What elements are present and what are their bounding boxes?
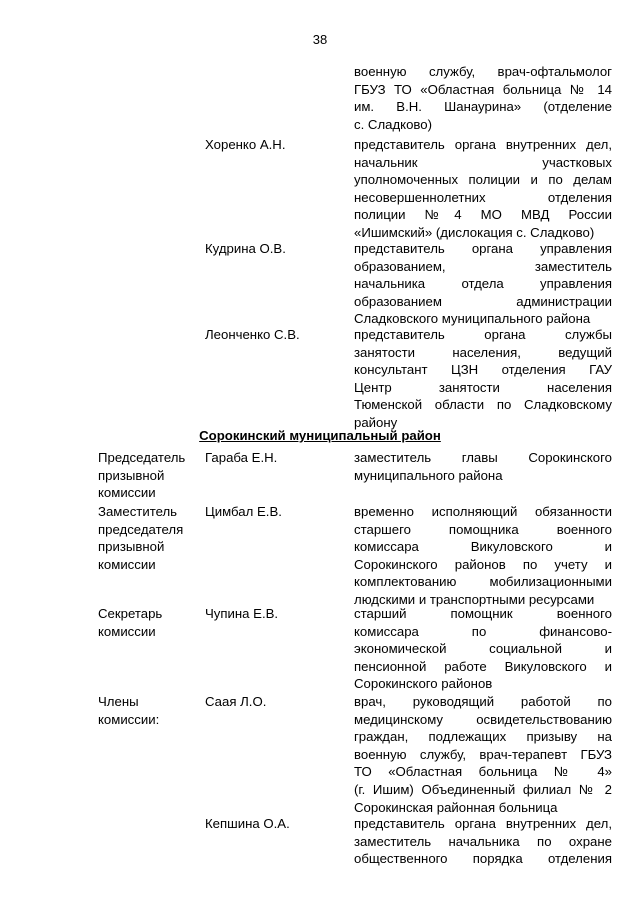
description-line: медицинскому освидетельствованию (354, 711, 612, 727)
description-line: врач, руководящий работой по (354, 694, 612, 709)
role-line: председателя (98, 521, 184, 537)
member-name: Леонченко С.В. (205, 327, 300, 342)
member-description (354, 503, 612, 609)
continuation-description (354, 63, 612, 133)
member-name: Хоренко А.Н. (205, 137, 286, 152)
description-line: граждан, подлежащих призыву на (354, 729, 612, 745)
member-name: Гараба Е.Н. (205, 450, 278, 465)
member-role (98, 449, 198, 502)
description-line: представитель органа внутренних дел, (354, 816, 612, 831)
description-line: заместитель начальника по охране (354, 833, 612, 849)
description-line: экономической социальной и (354, 641, 612, 657)
member-name: Кудрина О.В. (205, 241, 286, 256)
description-line: комиссара Викуловского и (354, 539, 612, 555)
description-line: военную службу, врач-офтальмолог (354, 64, 612, 79)
member-description (354, 136, 612, 242)
description-line: образованием администрации (354, 293, 612, 309)
description-line: Тюменской области по Сладковскому (354, 397, 612, 413)
member-description (354, 449, 612, 484)
description-line: (г. Ишим) Объединенный филиал № 2 (354, 781, 612, 797)
description-line: временно исполняющий обязанности (354, 504, 612, 519)
description-line: занятости населения, ведущий (354, 344, 612, 360)
description-line: начальник участковых (354, 154, 612, 170)
member-name: Саая Л.О. (205, 694, 267, 709)
description-line: Сорокинского районов по учету и (354, 556, 612, 572)
description-line: ГБУЗ ТО «Областная больница № 14 (354, 81, 612, 97)
description-line: Сладковского муниципального района (354, 311, 591, 327)
description-line: старший помощник военного (354, 606, 612, 621)
member-description (354, 693, 612, 816)
description-line: полиции №4 МО МВД России (354, 207, 612, 223)
description-line: заместитель главы Сорокинского (354, 450, 612, 465)
description-line: «Ишимский» (дислокация с. Сладково) (354, 224, 595, 240)
description-line: району (354, 414, 398, 430)
page-number: 38 (312, 32, 328, 47)
member-description (354, 815, 612, 868)
description-line: комиссара по финансово- (354, 623, 612, 639)
description-line: представитель органа внутренних дел, (354, 137, 612, 152)
description-line: муниципального района (354, 467, 503, 483)
description-line: консультант ЦЗН отделения ГАУ (354, 362, 612, 378)
member-name: Кепшина О.А. (205, 816, 290, 831)
role-line: комиссии (98, 556, 156, 572)
description-line: Сорокинская районная больница (354, 799, 558, 815)
role-line: комиссии (98, 485, 156, 501)
role-line: Председатель (98, 450, 186, 465)
description-line: с. Сладково) (354, 116, 433, 132)
description-line: несовершеннолетних отделения (354, 189, 612, 205)
description-line: ТО «Областная больница № 4» (354, 764, 612, 780)
description-line: пенсионной работе Викуловского и (354, 658, 612, 674)
description-line: начальника отдела управления (354, 276, 612, 292)
description-line: людскими и транспортными ресурсами (354, 591, 595, 607)
description-line: Сорокинского районов (354, 676, 493, 692)
role-line: Члены (98, 694, 139, 709)
description-line: им. В.Н. Шанаурина» (отделение (354, 99, 612, 115)
description-line: представитель органа управления (354, 241, 612, 256)
description-line: старшего помощника военного (354, 521, 612, 537)
member-description (354, 326, 612, 432)
description-line: военную службу, врач-терапевт ГБУЗ (354, 746, 612, 762)
role-line: Заместитель (98, 504, 178, 519)
description-line: уполномоченных полиции и по делам (354, 172, 612, 188)
description-line: общественного порядка отделения (354, 851, 612, 867)
member-description (354, 240, 612, 328)
member-name: Цимбал Е.В. (205, 504, 282, 519)
member-description (354, 605, 612, 693)
member-role (98, 503, 198, 573)
role-line: призывной (98, 539, 165, 555)
role-line: комиссии: (98, 711, 160, 727)
member-role (98, 605, 198, 640)
description-line: Центр занятости населения (354, 379, 612, 395)
role-line: призывной (98, 467, 165, 483)
description-line: образованием, заместитель (354, 258, 612, 274)
member-name: Чупина Е.В. (205, 606, 279, 621)
section-heading: Сорокинский муниципальный район (199, 428, 441, 443)
role-line: комиссии (98, 623, 156, 639)
description-line: комплектованию мобилизационными (354, 574, 612, 590)
role-line: Секретарь (98, 606, 163, 621)
member-role (98, 693, 198, 728)
description-line: представитель органа службы (354, 327, 612, 342)
